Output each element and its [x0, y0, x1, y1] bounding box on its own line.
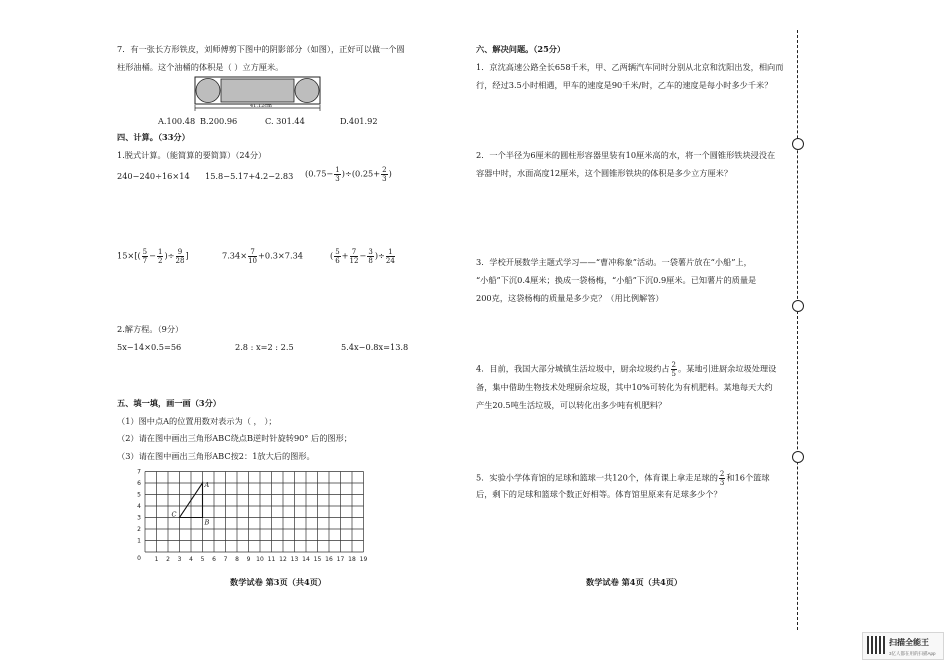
x-tick-label: 4	[189, 556, 193, 563]
problem4-line1: 4．目前，我国大部分城镇生活垃圾中，厨余垃圾约占 $\frac{2}{5}$ 。某地引进厨余垃圾处理设	[476, 361, 777, 378]
equation-2: 2.8 : x=2 : 2.5	[235, 342, 294, 352]
problem4-line2: 备，集中借助生物技术处理厨余垃圾，其中10%可转化为有机肥料。某地每天大约	[476, 382, 773, 392]
x-tick-label: 5	[200, 556, 205, 563]
coordinate-grid	[133, 464, 373, 570]
section5-line1: （1）图中点A的位置用数对表示为（ ， ）；	[117, 416, 277, 426]
y-tick-label: 6	[137, 480, 141, 487]
problem2-line2: 容器中时，水面高度12厘米，这个圆锥形铁块的体积是多少立方厘米？	[476, 168, 733, 178]
problem1-line1: 1．京沈高速公路全长658千米，甲、乙两辆汽车同时分别从北京和沈阳出发，相向而	[476, 62, 784, 72]
grid-svg	[133, 464, 373, 566]
y-tick-label: 4	[137, 503, 141, 510]
equation-3: 5.4x−0.8x=13.8	[341, 342, 409, 352]
section4-sub2: 2.解方程。（9分）	[117, 324, 184, 334]
expr-6: ( $\frac{5}{6}$ + $\frac{7}{12}$ − $\frac{3}{8}$ )÷ $\frac{1}{24}$	[330, 248, 395, 265]
expr-5: 7.34× $\frac{7}{10}$ +0.3×7.34	[222, 248, 303, 265]
expr-2: 15.8−5.17+4.2−2.83	[205, 171, 294, 181]
y-tick-label: 2	[137, 526, 141, 533]
problem2-line1: 2．一个半径为6厘米的圆柱形容器里装有10厘米高的水，将一个圆锥形铁块浸没在	[476, 150, 776, 160]
expr-3: (0.75− $\frac{1}{3}$ )÷(0.25+ $\frac{2}{3}$ )	[305, 166, 392, 183]
x-tick-label: 2	[166, 556, 170, 563]
left-page-footer: 数学试卷 第3页（共4页）	[230, 577, 327, 587]
section6-title: 六、解决问题。（25分）	[476, 44, 566, 54]
y-tick-label: 5	[137, 491, 141, 499]
x-tick-label: 18	[348, 556, 356, 563]
y-tick-label: 3	[137, 514, 141, 522]
section4-title: 四、计算。（33分）	[117, 132, 190, 142]
problem3-line1: 3．学校开展数学主题式学习——“曹冲称象”活动。一袋薯片放在“小船”上，	[476, 257, 752, 267]
right-page-footer: 数学试卷 第4页（共4页）	[586, 577, 683, 587]
x-tick-label: 8	[235, 556, 239, 563]
section5-line2: （2）请在图中画出三角形ABC绕点B逆时针旋转90° 后的图形；	[117, 433, 352, 443]
problem3-line3: 200克，这袋杨梅的质量是多少克？（用比例解答）	[476, 293, 664, 303]
problem5-line1: 5．实验小学体育馆的足球和篮球一共120个，体育课上拿走足球的 $\frac{2}{3}$ 和16个篮球	[476, 470, 770, 487]
problem1-line2: 行，经过3.5小时相遇，甲车的速度是90千米/时，乙车的速度是每小时多少千米？	[476, 80, 773, 90]
scanner-watermark	[862, 632, 944, 660]
section4-sub1: 1.脱式计算。（能简算的要简算）（24分）	[117, 150, 267, 160]
problem3-line2: “小船”下沉0.4厘米；换成一袋杨梅，“小船”下沉0.9厘米。已知薯片的质量是	[476, 275, 757, 285]
equation-1: 5x−14×0.5=56	[117, 342, 182, 352]
section5-line3: （3）请在图中画出三角形ABC按2：1放大后的图形。	[117, 451, 315, 461]
x-tick-label: 3	[177, 556, 182, 563]
x-tick-label: 19	[359, 556, 368, 563]
point-c-label: C	[171, 510, 177, 519]
x-tick-label: 6	[212, 556, 216, 563]
x-tick-label: 1	[154, 556, 159, 563]
watermark-title: 扫描全能王	[889, 638, 929, 647]
watermark-subtitle: 3亿人都在用的扫描App	[889, 651, 936, 656]
figure-length-label: 41.12cm	[250, 103, 272, 109]
point-a-label: A	[204, 481, 210, 489]
x-tick-label: 10	[256, 556, 264, 563]
q7-option-b: B.200.96	[200, 116, 238, 126]
x-tick-label: 7	[223, 556, 228, 563]
expr-1: 240−240÷16×14	[117, 171, 190, 181]
origin-label: 0	[137, 555, 141, 562]
q7-line1: 7．有一张长方形铁皮，刘师傅剪下图中的阴影部分（如图），正好可以做一个圆	[117, 44, 405, 54]
x-tick-label: 13	[290, 556, 299, 563]
x-tick-label: 9	[246, 556, 251, 563]
qr-code-icon	[867, 636, 885, 654]
section5-title: 五、填一填，画一画（3分）	[117, 398, 221, 408]
point-b-label: B	[204, 518, 210, 527]
x-tick-label: 15	[313, 556, 322, 563]
binding-hole-1	[792, 138, 804, 150]
binding-hole-2	[792, 300, 804, 312]
x-tick-label: 16	[325, 556, 333, 563]
q7-option-c: C. 301.44	[265, 116, 305, 126]
y-tick-label: 7	[137, 468, 141, 476]
x-tick-label: 12	[279, 556, 287, 563]
q7-line2: 柱形油桶。这个油桶的体积是（ ）立方厘米。	[117, 62, 284, 72]
x-tick-label: 11	[267, 556, 276, 563]
y-tick-label: 1	[137, 537, 141, 545]
x-tick-label: 17	[336, 556, 345, 563]
expr-4: 15×[( $\frac{5}{7}$ − $\frac{1}{2}$ )÷ $\frac{9}{28}$ ]	[117, 248, 189, 265]
binding-hole-3	[792, 451, 804, 463]
q7-option-a: A.100.48	[158, 116, 196, 126]
problem5-line2: 后，剩下的足球和篮球个数正好相等。体育馆里原来有足球多少个？	[476, 489, 722, 499]
q7-option-d: D.401.92	[340, 116, 378, 126]
x-tick-label: 14	[302, 556, 310, 563]
problem4-line3: 产生20.5吨生活垃圾，可以转化出多少吨有机肥料？	[476, 400, 667, 410]
binding-dashed-line	[797, 30, 798, 630]
